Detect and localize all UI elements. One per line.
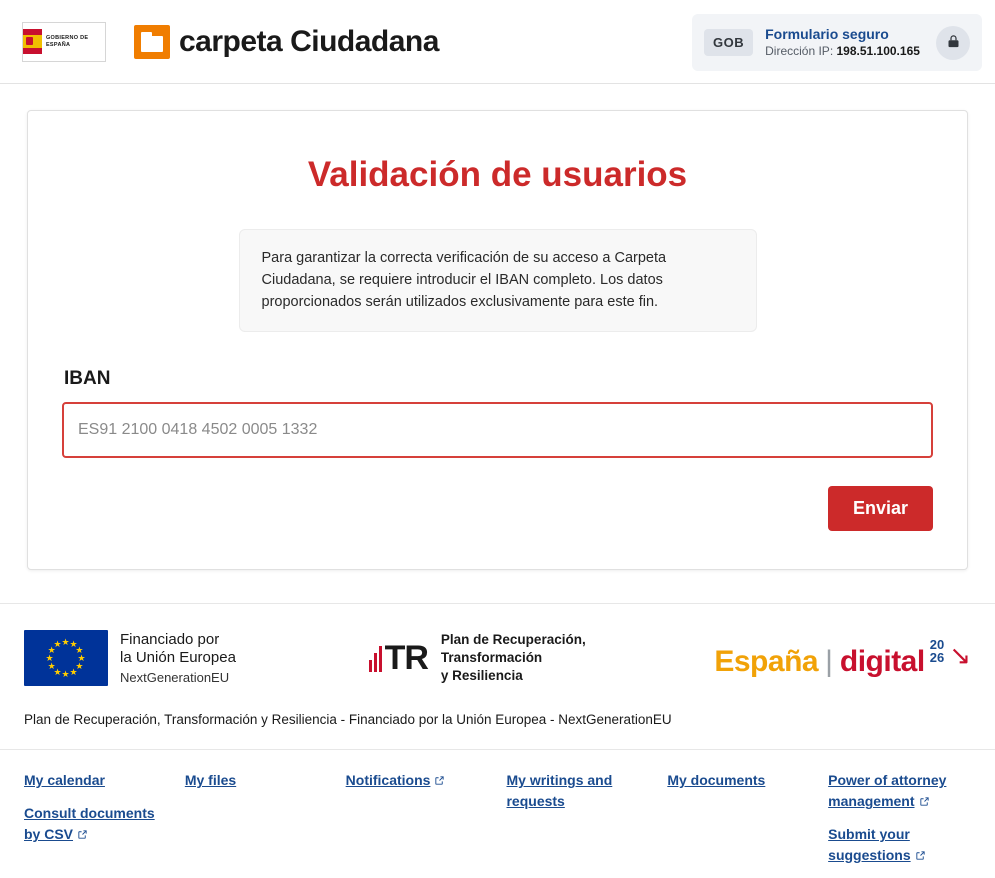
info-message: Para garantizar la correcta verificación de su acceso a Carpeta Ciudadana, se requiere introducir el IBAN completo. Los datos proporcionados serán utilizados exclusivamente para este fin. [239,229,757,332]
esd-year-bottom: 26 [929,650,945,666]
eu-star-icon: ★ [53,666,62,677]
iban-input[interactable] [62,402,933,458]
eu-funding-logo [24,630,236,686]
footer-caption: Plan de Recuperación, Transformación y Resiliencia - Financiado por la Unión Europea - NextGenerationEU [24,712,672,728]
link-label: My calendar [24,772,105,789]
eu-star-icon: ★ [47,660,56,671]
brand-group [22,22,439,62]
lock-icon [946,34,961,52]
eu-star-icon: ★ [45,652,54,663]
espana-word: España [714,644,819,678]
footer-links-col-1 [24,770,167,878]
eu-star-icon: ★ [75,660,84,671]
secure-title: Formulario seguro [765,26,889,43]
prtr-line-3: y Resiliencia [440,668,523,684]
validation-card [27,110,968,570]
prtr-line-1: Plan de Recuperación, [440,631,586,647]
gob-logo-text: GOBIERNO DE ESPAÑA [45,34,89,48]
submit-button[interactable]: Enviar [828,486,933,531]
ip-value: 198.51.100.165 [836,43,920,58]
folder-icon [134,25,170,59]
eu-star-icon: ★ [61,668,70,679]
link-label: Submit your suggestions [828,826,911,864]
esd-years [930,638,944,665]
prtr-bars-icon [369,646,383,672]
eu-star-icon: ★ [61,636,70,647]
site-header [0,0,995,84]
main-content [0,84,995,570]
eu-line-2: la Unión Europea [120,648,236,666]
link-power-of-attorney-management[interactable] [828,770,971,812]
external-link-icon [915,845,926,866]
link-consult-documents-by-csv[interactable] [24,803,167,845]
eu-star-icon: ★ [53,638,62,649]
eu-star-icon: ★ [75,644,84,655]
eu-caption [120,631,236,686]
footer-links-col-6 [828,770,971,878]
link-label: My files [184,772,237,789]
gob-badge: GOB [704,29,753,56]
link-notifications[interactable] [346,770,446,791]
link-submit-your-suggestions[interactable] [828,824,971,866]
footer-links-col-2 [185,770,328,878]
prtr-caption [441,631,586,686]
eu-line-1: Financiado por [120,630,220,648]
link-my-documents[interactable] [667,770,765,791]
prtr-mark-icon [365,639,428,678]
footer-links [0,749,995,878]
link-label: My documents [667,772,766,789]
eu-flag-icon [24,630,108,686]
arrow-icon: ↘ [949,639,971,670]
secure-form-banner [692,14,982,71]
gobierno-de-espana-logo [22,22,106,62]
ip-address-line [765,44,920,59]
iban-field-label: IBAN [64,368,111,390]
espana-digital-logo [714,638,971,679]
prtr-line-2: Transformación [440,650,543,666]
external-link-icon [77,824,88,845]
brand-name: carpeta Ciudadana [179,24,439,58]
link-label: Notifications [345,772,431,789]
link-my-files[interactable] [185,770,236,791]
eu-star-icon: ★ [77,652,86,663]
footer-links-col-4 [506,770,649,878]
eu-star-icon: ★ [69,666,78,677]
digital-word: digital [839,644,925,678]
ip-label: Dirección IP: [765,43,834,58]
footer-links-col-3 [346,770,489,878]
external-link-icon [434,770,445,791]
link-label: My writings and requests [506,772,613,810]
external-link-icon [919,791,930,812]
secure-banner-text [765,26,920,59]
link-my-writings-and-requests[interactable] [506,770,649,812]
eu-line-3: NextGenerationEU [120,670,230,686]
form-actions [62,486,933,531]
footer-links-col-5 [667,770,810,878]
link-label: Consult documents by CSV [24,805,155,843]
carpeta-ciudadana-logo[interactable] [134,25,439,59]
prtr-logo [365,631,586,686]
eu-star-icon: ★ [69,638,78,649]
link-label: Power of attorney management [828,772,947,810]
spain-flag-icon [23,29,42,55]
logo-row [24,630,971,700]
eu-star-icon: ★ [47,644,56,655]
link-my-calendar[interactable] [24,770,105,791]
prtr-mark-text: TR [384,638,428,677]
page-title: Validación de usuarios [307,155,688,194]
esd-year-top: 20 [929,636,945,652]
footer-logos [0,603,995,749]
lock-icon-button[interactable] [936,26,970,60]
esd-separator: | [825,644,833,678]
